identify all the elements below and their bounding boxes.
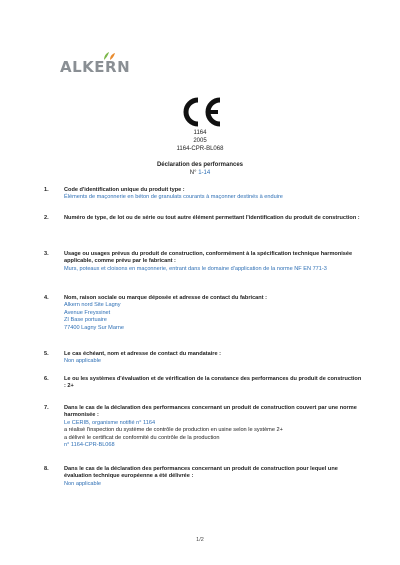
page-number: 1/2 [196,537,204,543]
section-1: 1. Code d'identification unique du produit type : Éléments de maçonnerie en béton de granulats courants à maçonner destinés à enduire [44,187,283,201]
section-4: 4. Nom, raison sociale ou marque déposée et adresse de contact du fabricant : Alkern nord Site Lagny Avenue Freyssinet ZI Base portuaire 77400 Lagny Sur Marne [44,295,267,331]
cert-year: 2005 [193,138,207,144]
ce-mark-icon [178,96,224,128]
section-5: 5. Le cas échéant, nom et adresse de contact du mandataire : Non applicable [44,351,221,365]
declaration-number: N° 1-14 [189,170,211,176]
section-2: 2. Numéro de type, de lot ou de série ou tout autre élément permettant l'identification du produit de construction : [44,215,360,221]
section-7: 7. Dans le cas de la déclaration des performances concernant un produit de construction couvert par une norme harmonisée : Le CERIB, organisme notifié n° 1164 a réalisé l'inspection du système de contrôle de production en usine selon le système 2+ a délivré le certificat de conformité du contrôle de la production n° 1164-CPR-BL068 [44,405,357,449]
section-3: 3. Usage ou usages prévus du produit de construction, conformément à la spécification technique harmonisée applicable, comme prévu par le fabricant : Murs, poteaux et cloisons en maçonnerie, entrant dans le domaine d'application de la norme NF EN 771-3 [44,251,353,272]
logo-leaf-icon [102,51,116,61]
doc-title: Déclaration des performances [156,162,244,168]
cert-body-number: 1164 [193,130,207,136]
cert-number: 1164-CPR-BL068 [176,146,224,152]
logo-wordmark: ALKERN [60,58,131,76]
section-6: 6. Le ou les systèmes d'évaluation et de vérification de la constance des performances du produit de construction : 2+ [44,376,362,390]
alkern-logo [60,58,142,78]
section-8: 8. Dans le cas de la déclaration des performances concernant un produit de construction pour lequel une évaluation technique européenne a été délivrée : Non applicable [44,466,338,487]
